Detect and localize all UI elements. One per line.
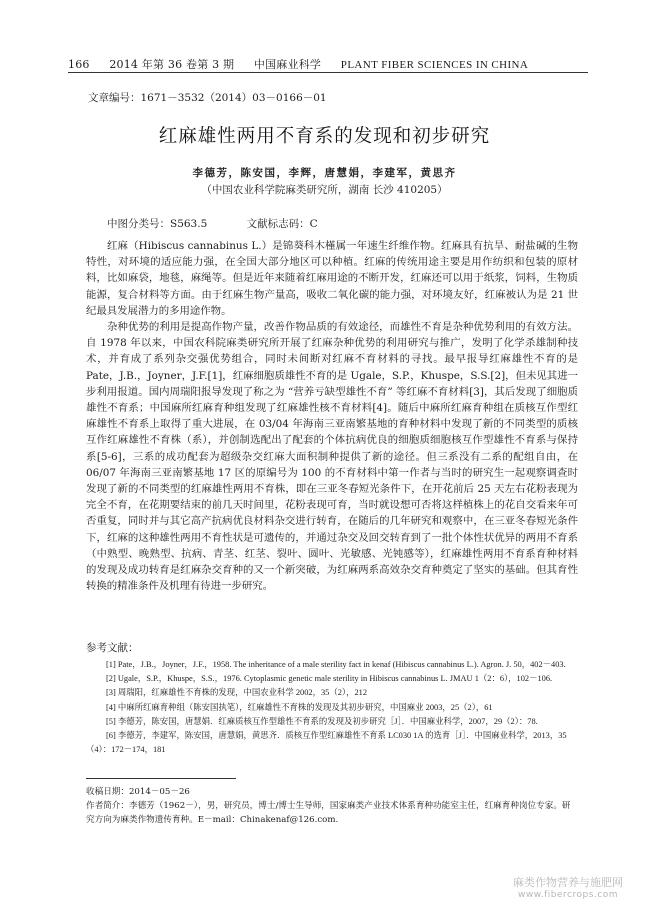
body-paragraph-2: 杂种优势的利用是提高作物产量，改善作物品质的有效途径，而雄性不育是杂种优势利用的有效方法。自 1978 年以来，中国农科院麻类研究所开展了红麻杂种优势的利用研究与推广，发明了化学杀雄制种技术，并育成了系列杂交强优势组合，同时未间断对红麻不育材料的寻找。最早报导红麻雄性不育的是 Pate，J.B.，Joyner，J.F.[1]，红麻细胞质雄性不育的是 Ugale，S.P.，Khuspe，S.S.[2]，但未见其进一步利用报道。国内周瑞阳报导发现了称之为 “营养亏缺型雄性不育” 等红麻不育材料[3]，其后发现了细胞质雄性不育系；中国麻所红麻育种组发现了红麻雄性核不育材料[4]。随后中麻所红麻育种组在质核互作型红麻雄性不育系上取得了重大进展，在 03/04 年海南三亚南繁基地的育种材料中发现了新的不同类型的质核互作红麻雄性不育株（系），并创制选配出了配套的个体抗病优良的细胞质细胞核互作型雄性不育系与保持系[5-6]，三系的成功配套为超级杂交红麻大面积制种提供了新的途径。但三系没有二系的配组自由，在 06/07 年海南三亚南繁基地 17 区的原编号为 100 的不育材料中第一作者与当时的研究生一起观察调查时发现了新的不同类型的红麻雄性两用不育株，即在三亚冬春短光条件下，在开花前后 25 天左右花粉表现为完全不育，在花期要结束的前几天时间里，花粉表现可育，当时就设想可否将这样植株上的花自交看来年可否重复，同时并与其它高产抗病优良材料杂交进行转育，在随后的几年研究和观察中，在三亚冬春短光条件下，红麻的这种雄性两用不育性状是可遗传的，并通过杂交及回交转育到了一批个体性状优异的两用不育系（中熟型、晚熟型、抗病、青茎、红茎、裂叶、圆叶、光敏感、光钝感等），红麻雄性两用不育系育种材料的发现及成功转育是红麻杂交育种的又一个新突破，为红麻两系高效杂交育种奠定了坚实的基础。但其育性转换的精准条件及机理有待进一步研究。 <box>86 321 578 593</box>
author-bio: 作者简介：李德芳（1962－），男，研究员，博士/博士生导师，国家麻类产业技术体系育种功能室主任，红麻育种岗位专家。研究方向为麻类作物遗传育种。E－mail：Chinakenaf@126.com. <box>86 801 571 825</box>
reference-item: [5] 李德芳，陈安国，唐慧娟．红麻质核互作型雄性不育系的发现及初步研究［J］．中国麻业科学，2007，29（2）：78. <box>106 716 538 726</box>
journal-name-en: PLANT FIBER SCIENCES IN CHINA <box>340 59 529 71</box>
reference-item: [6] 李德芳，李建军，陈安国，唐慧娟，黄思齐．质核互作型红麻雄性不育系 LC030 1A 的选育［J］．中国麻业科学，2013，35（4）：172－174，181 <box>86 731 567 755</box>
footnote-rule <box>86 778 236 779</box>
references-heading: 参考文献： <box>86 642 139 654</box>
journal-name-cn: 中国麻业科学 <box>253 58 322 71</box>
reference-item: [3] 周瑞阳，红麻雄性不育株的发现，中国农业科学 2002，35（2），212 <box>106 688 368 698</box>
article-title: 红麻雄性两用不育系的发现和初步研究 <box>158 126 491 147</box>
page-number: 166 <box>68 58 90 71</box>
header-rule <box>68 72 588 73</box>
reference-item: [1] Pate，J.B.，Joyner，J.F.，1958. The inheritance of a male sterility fact in kenaf (Hibiscus cannabinus L.). Agron. J. 50，402－403. <box>106 660 566 669</box>
site-watermark <box>498 876 638 902</box>
reference-list <box>86 658 578 757</box>
reference-item: [4] 中麻所红麻育种组（陈安国执笔），红麻雄性不育株的发现及其初步研究，中国麻业 2003，25（2），61 <box>106 702 493 712</box>
document-code: 文献标志码：C <box>246 218 318 230</box>
watermark-url: www.fibercrops.com <box>518 890 618 900</box>
article-body <box>86 238 578 594</box>
article-number: 文章编号：1671－3532（2014）03－0166－01 <box>88 92 327 104</box>
issue-info: 2014 年第 36 卷第 3 期 <box>109 58 235 71</box>
affiliation: （中国农业科学院麻类研究所，湖南 长沙 410205） <box>201 184 448 196</box>
footnote <box>86 785 578 827</box>
clc-number: 中图分类号：S563.5 <box>107 218 208 230</box>
reference-item: [2] Ugale，S.P.，Khuspe，S.S.，1976. Cytoplasmic genetic male sterility in Hibiscus cannabinus L. JMAU 1（2：6），102－106. <box>106 674 553 684</box>
author-list: 李德芳，陈安国，李辉，唐慧娟，李建军，黄思齐 <box>192 167 457 179</box>
running-header <box>68 56 588 72</box>
watermark-cn: 麻类作物营养与施肥网 <box>513 876 623 889</box>
body-paragraph-1: 红麻（Hibiscus cannabinus L.）是锦葵科木槿属一年速生纤维作物。红麻具有抗旱、耐盐碱的生物特性，对环境的适应能力强，在全国大部分地区可以种植。红麻的传统用途主要是用作纺织和包装的原材料，比如麻袋，地毯，麻绳等。但是近年来随着红麻用途的不断开发，红麻还可以用于纸浆，饲料，生物质能源，复合材料等方面。由于红麻生物产量高，吸收二氧化碳的能力强，对环境友好，红麻被认为是 21 世纪最具发展潜力的多用途作物。 <box>86 240 578 317</box>
received-date: 收稿日期：2014－05－26 <box>86 787 190 797</box>
classification-line <box>107 216 354 231</box>
